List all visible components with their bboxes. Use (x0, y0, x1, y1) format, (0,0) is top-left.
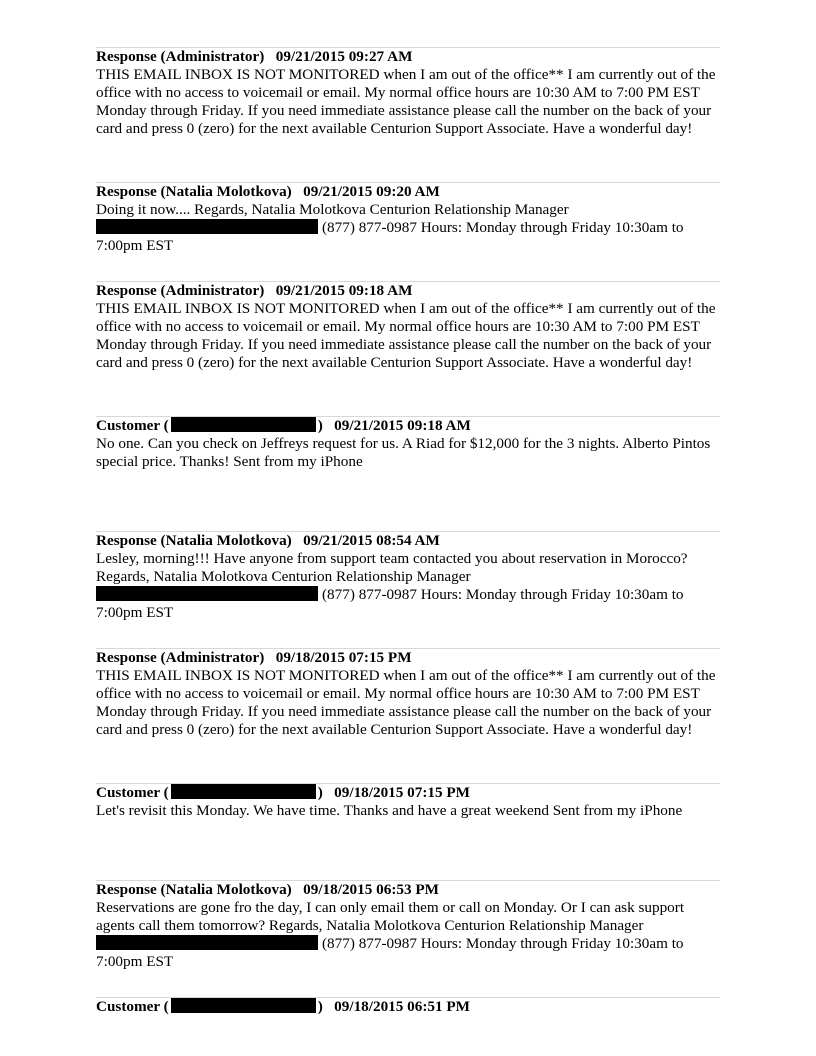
redacted-name (171, 417, 316, 432)
message-header (96, 532, 720, 550)
sender-role-suffix: ) (317, 998, 323, 1015)
message-body: No one. Can you check on Jeffreys request for us. A Riad for $12,000 for the 3 nights. Alberto Pintos special price. Thanks! Sent from my iPhone (96, 435, 711, 470)
message-header (96, 881, 720, 899)
message-entry (96, 48, 720, 138)
sender-role-prefix: Customer ( (96, 784, 169, 801)
signature-contact (96, 219, 720, 255)
signature-contact (96, 935, 720, 971)
message-entry (96, 881, 720, 971)
message-entry (96, 417, 720, 471)
message-timestamp: 09/21/2015 09:27 AM (275, 48, 413, 65)
message-timestamp: 09/21/2015 09:18 AM (275, 282, 413, 299)
sender-role: Response (Natalia Molotkova) (96, 183, 292, 200)
message-header (96, 48, 720, 66)
sender-role-suffix: ) (317, 784, 323, 801)
message-header (96, 417, 720, 435)
message-header (96, 183, 720, 201)
sender-role: Response (Administrator) (96, 649, 265, 666)
sender-role: Response (Natalia Molotkova) (96, 881, 292, 898)
message-entry (96, 183, 720, 255)
contact-info: (877) 877-0987 Hours: Monday through Friday 10:30am to 7:00pm EST (96, 935, 684, 970)
message-entry (96, 282, 720, 372)
message-timestamp: 09/18/2015 07:15 PM (275, 649, 412, 666)
message-timestamp: 09/18/2015 06:53 PM (303, 881, 439, 898)
contact-info: (877) 877-0987 Hours: Monday through Friday 10:30am to 7:00pm EST (96, 586, 684, 621)
sender-role-prefix: Customer ( (96, 998, 169, 1015)
message-timestamp: 09/21/2015 08:54 AM (303, 532, 440, 549)
message-body: THIS EMAIL INBOX IS NOT MONITORED when I am out of the office** I am currently out of the office with no access to voicemail or email. My normal office hours are 10:30 AM to 7:00 PM EST Monday through Friday. If you need immediate assistance please call the number on the back of your card and press 0 (zero) for the next available Centurion Support Associate. Have a wonderful day! (96, 667, 716, 738)
sender-role: Response (Administrator) (96, 282, 265, 299)
redacted-block (96, 219, 318, 234)
sender-role-prefix: Customer ( (96, 417, 169, 434)
message-body: Lesley, morning!!! Have anyone from support team contacted you about reservation in Morocco? Regards, Natalia Molotkova Centurion Relationship Manager (96, 550, 688, 585)
signature-contact (96, 586, 720, 622)
message-timestamp: 09/18/2015 07:15 PM (334, 784, 470, 801)
redacted-block (96, 935, 318, 950)
redacted-block (96, 586, 318, 601)
message-timestamp: 09/21/2015 09:20 AM (303, 183, 440, 200)
message-header (96, 998, 720, 1016)
message-header (96, 649, 720, 667)
message-header (96, 282, 720, 300)
message-body: Reservations are gone fro the day, I can only email them or call on Monday. Or I can ask support agents call them tomorrow? Regards, Natalia Molotkova Centurion Relationship Manager (96, 899, 685, 934)
message-body: Doing it now.... Regards, Natalia Molotkova Centurion Relationship Manager (96, 201, 569, 218)
message-entry (96, 532, 720, 622)
message-timestamp: 09/18/2015 06:51 PM (334, 998, 470, 1015)
redacted-name (171, 784, 316, 799)
message-body: Let's revisit this Monday. We have time. Thanks and have a great weekend Sent from my iPhone (96, 802, 683, 819)
message-header (96, 784, 720, 802)
sender-role-suffix: ) (317, 417, 323, 434)
redacted-name (171, 998, 316, 1013)
message-entry (96, 998, 720, 1016)
message-entry (96, 649, 720, 739)
message-timestamp: 09/21/2015 09:18 AM (334, 417, 471, 434)
sender-role: Response (Natalia Molotkova) (96, 532, 292, 549)
message-body: THIS EMAIL INBOX IS NOT MONITORED when I am out of the office** I am currently out of the office with no access to voicemail or email. My normal office hours are 10:30 AM to 7:00 PM EST Monday through Friday. If you need immediate assistance please call the number on the back of your card and press 0 (zero) for the next available Centurion Support Associate. Have a wonderful day! (96, 300, 716, 371)
contact-info: (877) 877-0987 Hours: Monday through Friday 10:30am to 7:00pm EST (96, 219, 684, 254)
sender-role: Response (Administrator) (96, 48, 265, 65)
message-body: THIS EMAIL INBOX IS NOT MONITORED when I am out of the office** I am currently out of the office with no access to voicemail or email. My normal office hours are 10:30 AM to 7:00 PM EST Monday through Friday. If you need immediate assistance please call the number on the back of your card and press 0 (zero) for the next available Centurion Support Associate. Have a wonderful day! (96, 66, 716, 137)
message-entry (96, 784, 720, 820)
